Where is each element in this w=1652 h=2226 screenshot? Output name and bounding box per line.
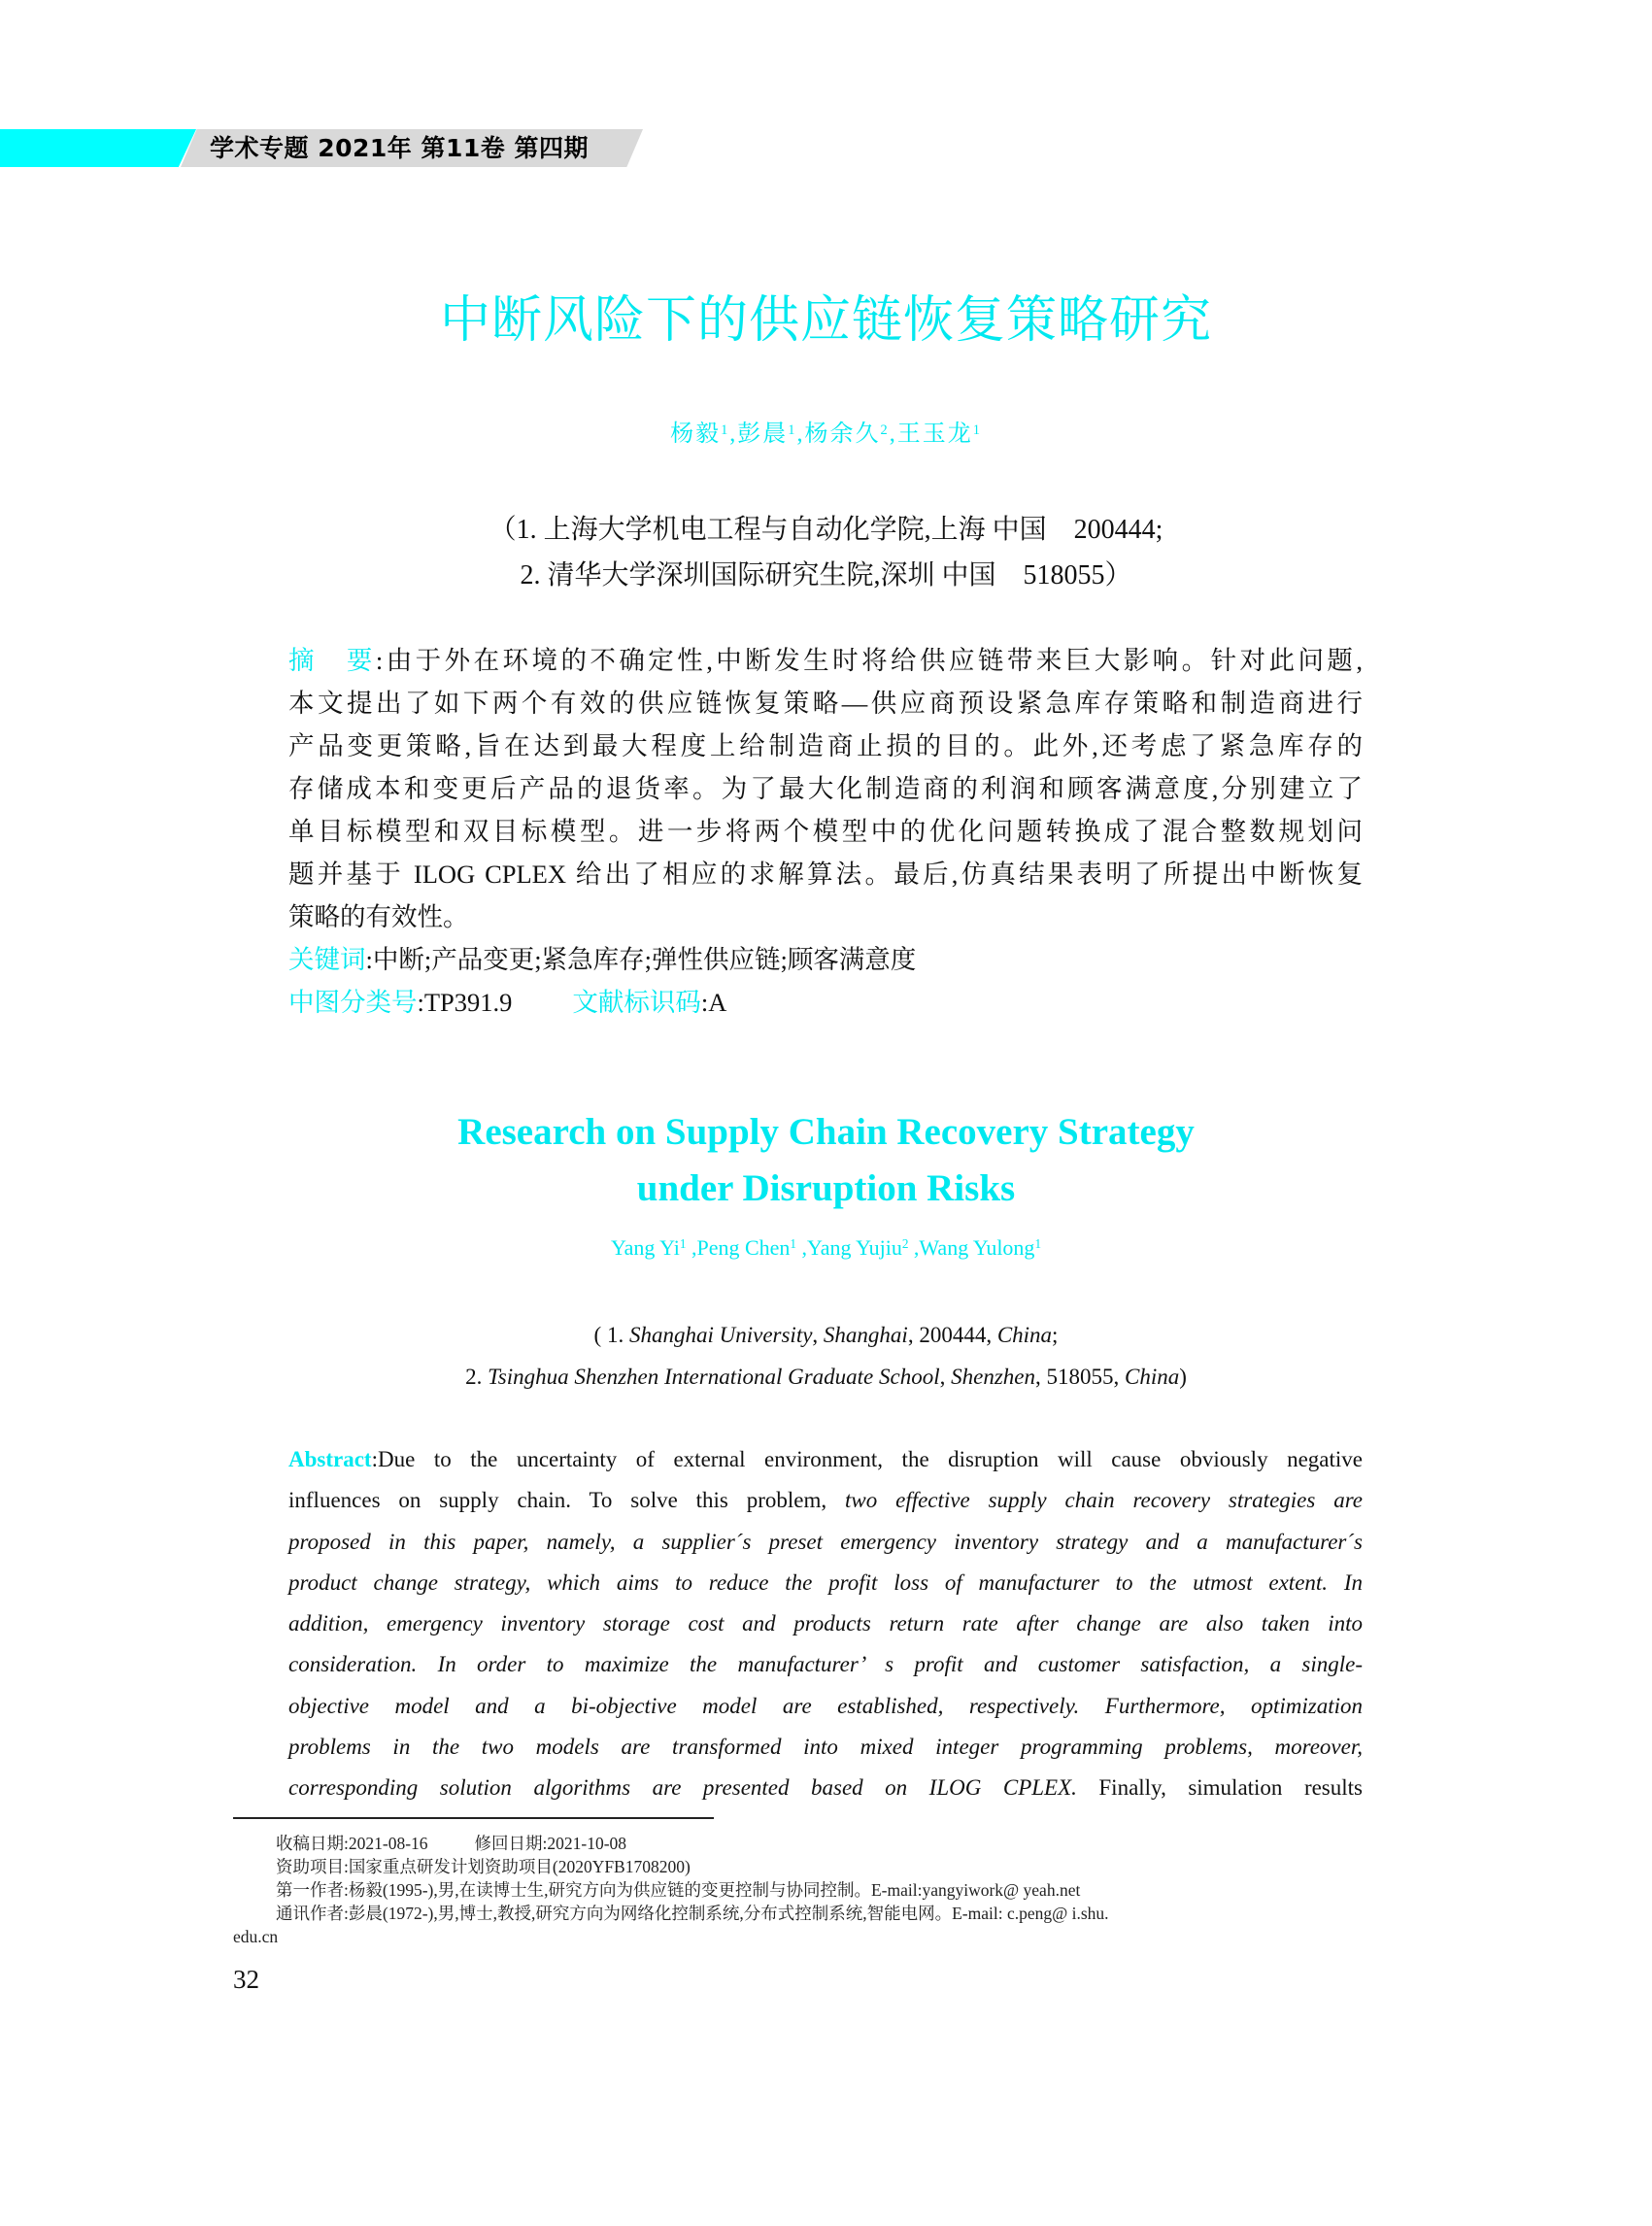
author-name: Wang Yulong bbox=[919, 1235, 1035, 1260]
doc-code-label: 文献标识码 bbox=[572, 988, 701, 1018]
keywords-label: 关键词 bbox=[288, 945, 366, 975]
received-date: 收稿日期:2021-08-16 bbox=[276, 1834, 428, 1853]
abstract-en-line: product change strategy, which aims to reduce the profit loss of manufacturer to the utmost extent. In bbox=[288, 1570, 1363, 1595]
author-name: 彭晨 bbox=[737, 422, 789, 447]
abstract-cn-line: 单目标模型和双目标模型。进一步将两个模型中的优化问题转换成了混合整数规划问 bbox=[288, 817, 1363, 846]
doc-code-value: :A bbox=[700, 988, 727, 1017]
abstract-cn-line: 本文提出了如下两个有效的供应链恢复策略—供应商预设紧急库存策略和制造商进行 bbox=[288, 689, 1363, 718]
abstract-en-line: influences on supply chain. To solve this problem, two effective supply chain recovery strategies are bbox=[288, 1488, 1363, 1512]
footnote-divider bbox=[233, 1817, 714, 1819]
journal-issue-label: 学术专题 2021年 第11卷 第四期 bbox=[210, 134, 589, 162]
author-aff-mark: 1 bbox=[679, 1236, 687, 1251]
abstract-cn-line: 存储成本和变更后产品的退货率。为了最大化制造商的利润和顾客满意度,分别建立了 bbox=[288, 774, 1363, 803]
abstract-en-label: Abstract bbox=[288, 1447, 372, 1471]
keywords-value: :中断;产品变更;紧急库存;弹性供应链;顾客满意度 bbox=[365, 945, 917, 974]
author-aff-mark: 1 bbox=[1034, 1236, 1042, 1251]
affiliation-cn-1: （1. 上海大学机电工程与自动化学院,上海 中国 200444; bbox=[489, 515, 1163, 545]
abstract-en-line: consideration. In order to maximize the manufacturer’ s profit and customer satisfaction, a single- bbox=[288, 1652, 1363, 1676]
author-name: Yang Yujiu bbox=[807, 1235, 902, 1260]
author-name: Peng Chen bbox=[696, 1235, 791, 1260]
clc-label: 中图分类号 bbox=[288, 988, 418, 1018]
paper-title-cn: 中断风险下的供应链恢复策略研究 bbox=[439, 293, 1212, 349]
author-aff-mark: 2 bbox=[901, 1236, 909, 1251]
abstract-cn-line: 摘 要:由于外在环境的不确定性,中断发生时将给供应链带来巨大影响。针对此问题, bbox=[288, 646, 1363, 676]
footnote-funding: 资助项目:国家重点研发计划资助项目(2020YFB1708200) bbox=[276, 1857, 691, 1876]
page-number: 32 bbox=[233, 1965, 259, 1994]
paper-title-en-line1: Research on Supply Chain Recovery Strategy bbox=[457, 1111, 1195, 1153]
authors-en: Yang Yi$^1$ ,Peng Chen$^1$ ,Yang Yujiu$^2$ ,Wang Yulong$^1$ bbox=[610, 1235, 1042, 1260]
abstract-en-line: corresponding solution algorithms are presented based on ILOG CPLEX. Finally, simulation results bbox=[288, 1775, 1363, 1800]
abstract-en-line: objective model and a bi-objective model are established, respectively. Furthermore, optimization bbox=[288, 1694, 1363, 1718]
abstract-en-line: addition, emergency inventory storage cost and products return rate after change are also taken into bbox=[288, 1611, 1363, 1636]
paper-title-en-line2: under Disruption Risks bbox=[636, 1167, 1016, 1209]
classification-row bbox=[288, 985, 1363, 1021]
affiliation-en-2: 2. Tsinghua Shenzhen International Graduate School, Shenzhen, 518055, China) bbox=[465, 1365, 1187, 1389]
abstract-cn-line: 产品变更策略,旨在达到最大程度上给制造商止损的目的。此外,还考虑了紧急库存的 bbox=[288, 731, 1363, 760]
author-aff-mark: 1 bbox=[790, 1236, 797, 1251]
affiliation-cn-2: 2. 清华大学深圳国际研究生院,深圳 中国 518055） bbox=[520, 560, 1132, 590]
footnote-corresponding-author-cont: edu.cn bbox=[233, 1927, 279, 1946]
abstract-cn-line: 策略的有效性。 bbox=[288, 902, 469, 931]
authors-cn: 杨毅$^1$,彭晨$^1$,杨余久$^2$,王玉龙$^1$ bbox=[670, 422, 982, 447]
header-accent-band bbox=[0, 129, 196, 167]
clc-value: :TP391.9 bbox=[417, 988, 513, 1017]
author-name: 杨毅 bbox=[670, 422, 722, 447]
revised-date: 修回日期:2021-10-08 bbox=[474, 1834, 627, 1853]
author-aff-mark: 1 bbox=[972, 422, 982, 438]
keywords-cn bbox=[288, 942, 1363, 978]
abstract-en-line: problems in the two models are transformed into mixed integer programming problems, moreover, bbox=[288, 1735, 1363, 1759]
author-aff-mark: 2 bbox=[880, 422, 890, 438]
affiliation-en-1: ( 1. Shanghai University, Shanghai, 200444, China; bbox=[593, 1323, 1059, 1347]
footnote-corresponding-author: 通讯作者:彭晨(1972-),男,博士,教授,研究方向为网络化控制系统,分布式控制系统,智能电网。E-mail: c.peng@ i.shu. bbox=[276, 1904, 1109, 1923]
author-name: 杨余久 bbox=[804, 422, 881, 447]
author-name: Yang Yi bbox=[610, 1235, 680, 1260]
abstract-en-line: proposed in this paper, namely, a supplier´s preset emergency inventory strategy and a manufacturer´s bbox=[288, 1530, 1363, 1554]
abstract-cn-line: 题并基于 ILOG CPLEX 给出了相应的求解算法。最后,仿真结果表明了所提出中断恢复 bbox=[288, 860, 1363, 889]
footnote-first-author: 第一作者:杨毅(1995-),男,在读博士生,研究方向为供应链的变更控制与协同控制。E-mail:yangyiwork@ yeah.net bbox=[276, 1880, 1081, 1900]
author-aff-mark: 1 bbox=[721, 422, 730, 438]
abstract-en-line: Abstract:Due to the uncertainty of external environment, the disruption will cause obviously negative bbox=[288, 1447, 1363, 1471]
author-name: 王玉龙 bbox=[896, 422, 973, 447]
author-aff-mark: 1 bbox=[788, 422, 797, 438]
footnote-dates bbox=[276, 1832, 626, 1855]
abstract-cn-label: 摘 要 bbox=[288, 646, 376, 676]
